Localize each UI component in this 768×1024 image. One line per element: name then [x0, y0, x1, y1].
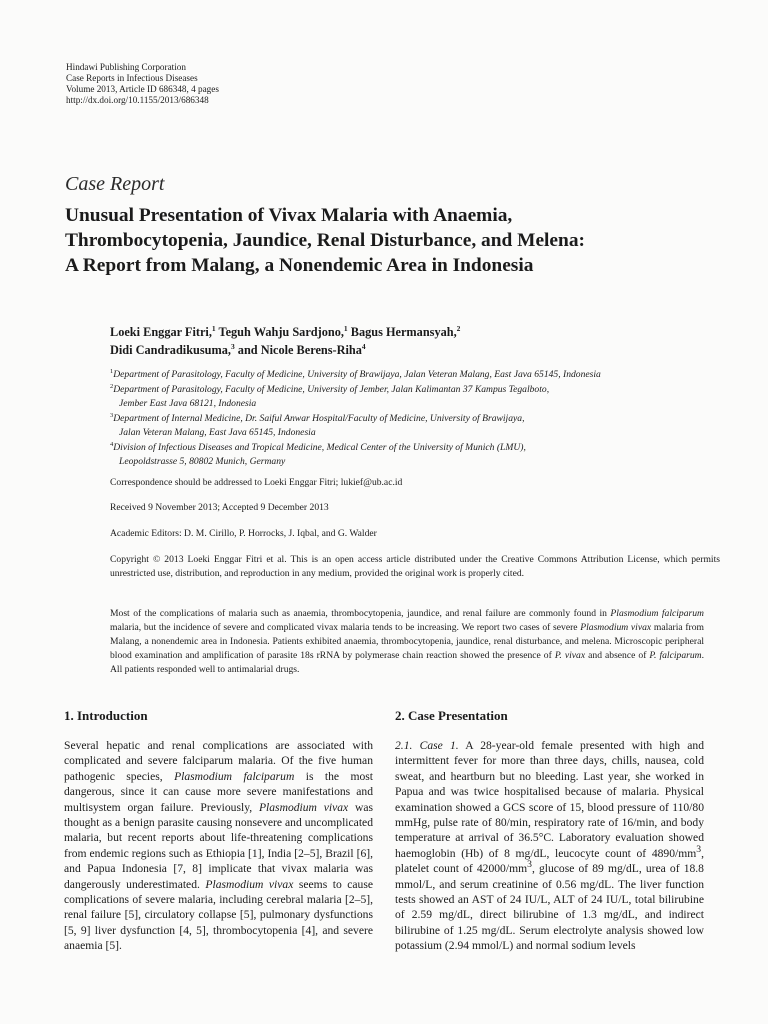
title-line-3: A Report from Malang, a Nonendemic Area in Indonesia — [65, 255, 534, 276]
affiliation-2-cont: Jember East Java 68121, Indonesia — [119, 398, 257, 409]
affiliation-1 — [110, 368, 720, 383]
affiliation-2 — [110, 383, 720, 398]
section-heading: 2. Case Presentation — [395, 708, 508, 723]
author-name: and Nicole Berens-Riha — [234, 343, 362, 357]
author-line-1 — [110, 323, 710, 341]
affil-number: 1 — [110, 367, 114, 375]
author-name: Bagus Hermansyah, — [347, 325, 457, 339]
academic-editors: Academic Editors: D. M. Cirillo, P. Horrocks, J. Iqbal, and G. Walder — [110, 528, 377, 539]
publisher-name: Hindawi Publishing Corporation — [66, 62, 186, 72]
abstract — [110, 607, 704, 677]
species-name: Plasmodium vivax — [258, 800, 349, 814]
species-name: Plasmodium vivax — [205, 877, 294, 891]
case-presentation-section — [395, 708, 704, 954]
author-list — [110, 323, 710, 359]
affil-text: Department of Internal Medicine, Dr. Saiful Anwar Hospital/Faculty of Medicine, University of Brawijaya, — [113, 412, 525, 424]
affil-text: Division of Infectious Diseases and Tropical Medicine, Medical Center of the University of Munich (LMU), — [113, 441, 526, 453]
article-title — [65, 203, 725, 278]
body-span: A 28-year-old female presented with high and intermittent fever for more than three days, chills, nausea, cold sweat, and heartburn but no bleeding. Last year, she worked in Papua and was twice hospitalised because of malaria. Physical examination showed a GCS score of 15, blood pressure of 110/80 mmHg, pulse rate of 80/min, respiratory rate of 16/min, and body temperature at arrival of 36.5°C. Laboratory evaluation showed haemoglobin (Hb) of 8 mg/dL, leucocyte count of 4890/mm — [395, 739, 704, 860]
species-name: Plasmodium falciparum — [174, 769, 295, 783]
introduction-text — [64, 738, 373, 954]
volume-info: Volume 2013, Article ID 686348, 4 pages — [66, 84, 219, 94]
superscript: 3 — [696, 843, 702, 855]
affiliation-3-cont: Jalan Veteran Malang, East Java 65145, Indonesia — [119, 427, 316, 438]
abstract-span: . All patients responded well to antimalarial drugs. — [110, 650, 704, 675]
body-span: , platelet count of 42000/mm — [395, 846, 704, 876]
author-affil-mark: 1 — [211, 323, 216, 333]
author-affil-mark: 1 — [343, 323, 348, 333]
publisher-header — [66, 62, 219, 106]
correspondence: Correspondence should be addressed to Loeki Enggar Fitri; lukief@ub.ac.id — [110, 477, 403, 488]
case-text — [395, 738, 704, 954]
author-name: Teguh Wahju Sardjono, — [215, 325, 344, 339]
affiliation-4 — [110, 441, 720, 456]
affiliation-3 — [110, 412, 720, 427]
author-affil-mark: 3 — [230, 341, 235, 351]
abstract-text — [110, 607, 704, 677]
abstract-span: malaria, but the incidence of severe and complicated vivax malaria tends to be increasing. We report two cases of severe — [110, 622, 581, 633]
body-span: , glucose of 89 mg/dL, urea of 18.8 mmol/L, and serum creatinine of 0.56 mg/dL. The liver function tests showed an AST of 24 IU/L, ALT of 24 IU/L, total bilirubine of 2.59 mg/dL, direct bilirubine of 1.3 mg/dL, and indirect bilirubine of 1.25 mg/dL. Serum electrolyte analysis showed low potassium (2.94 mmol/L) and normal sodium levels — [395, 862, 704, 953]
section-heading: 1. Introduction — [64, 708, 148, 723]
dates: Received 9 November 2013; Accepted 9 December 2013 — [110, 502, 329, 513]
affiliation-4-cont: Leopoldstrasse 5, 80802 Munich, Germany — [119, 456, 286, 467]
affil-number: 3 — [110, 411, 114, 419]
affiliations — [110, 368, 720, 470]
species-name: Plasmodium vivax — [580, 622, 652, 633]
journal-name: Case Reports in Infectious Diseases — [66, 73, 198, 83]
doi-link[interactable]: http://dx.doi.org/10.1155/2013/686348 — [66, 95, 209, 105]
copyright: Copyright © 2013 Loeki Enggar Fitri et al. This is an open access article distributed under the Creative Commons Attribution License, which permits unrestricted use, distribution, and reproduction in any medium, provided the original work is properly cited. — [110, 554, 720, 579]
body-span: seems to cause complications of severe malaria, including cerebral malaria [2–5], renal failure [5], circulatory collapse [5], pulmonary dysfunctions [5, 9] liver dysfunction [4, 5], thrombocytopenia [4], and severe anaemia [5]. — [64, 877, 373, 953]
species-name: Plasmodium falciparum — [610, 608, 704, 619]
title-line-1: Unusual Presentation of Vivax Malaria with Anaemia, — [65, 205, 513, 226]
author-name: Didi Candradikusuma, — [110, 343, 231, 357]
body-span: was thought as a benign parasite causing nonsevere and uncomplicated malaria, but recent reports about life-threatening complications from endemic regions such as Ethiopia [1], India [2–5], Brazil [6], and Papua Indonesia [7, 8] implicate that vivax malaria was dangerously underestimated. — [64, 800, 373, 891]
author-affil-mark: 4 — [361, 341, 366, 351]
abstract-span: and absence of — [585, 650, 650, 661]
superscript: 3 — [527, 859, 532, 871]
affil-number: 2 — [110, 382, 114, 390]
species-name: P. vivax — [554, 650, 586, 661]
title-line-2: Thrombocytopenia, Jaundice, Renal Disturbance, and Melena: — [65, 230, 585, 251]
author-name: Loeki Enggar Fitri, — [110, 325, 212, 339]
article-type: Case Report — [65, 173, 165, 195]
body-span: is the most dangerous, since it can cause more severe manifestations and multisystem organ failure. Previously, — [64, 769, 373, 814]
species-name: P. falciparum — [649, 650, 702, 661]
affil-text: Department of Parasitology, Faculty of Medicine, University of Brawijaya, Jalan Veteran Malang, East Java 65145, Indonesia — [113, 369, 601, 380]
introduction-section — [64, 708, 373, 954]
abstract-span: Most of the complications of malaria such as anaemia, thrombocytopenia, jaundice, and renal failure are commonly found in — [110, 608, 611, 619]
affil-text: Department of Parasitology, Faculty of Medicine, University of Jember, Jalan Kalimantan 37 Kampus Tegalboto, — [113, 383, 550, 395]
affil-number: 4 — [110, 440, 114, 448]
abstract-span: malaria from Malang, a nonendemic area in Indonesia. Patients exhibited anaemia, thrombocytopenia, jaundice, renal disturbance, and melena. Microscopic peripheral blood examination and amplification of parasite 18s rRNA by polymerase chain reaction showed the presence of — [110, 622, 704, 661]
body-span: Several hepatic and renal complications are associated with complicated and severe falciparum malaria. Of the five human pathogenic species, — [64, 739, 373, 783]
author-affil-mark: 2 — [456, 323, 461, 333]
author-line-2 — [110, 341, 710, 359]
subsection-label: 2.1. Case 1. — [395, 739, 459, 752]
